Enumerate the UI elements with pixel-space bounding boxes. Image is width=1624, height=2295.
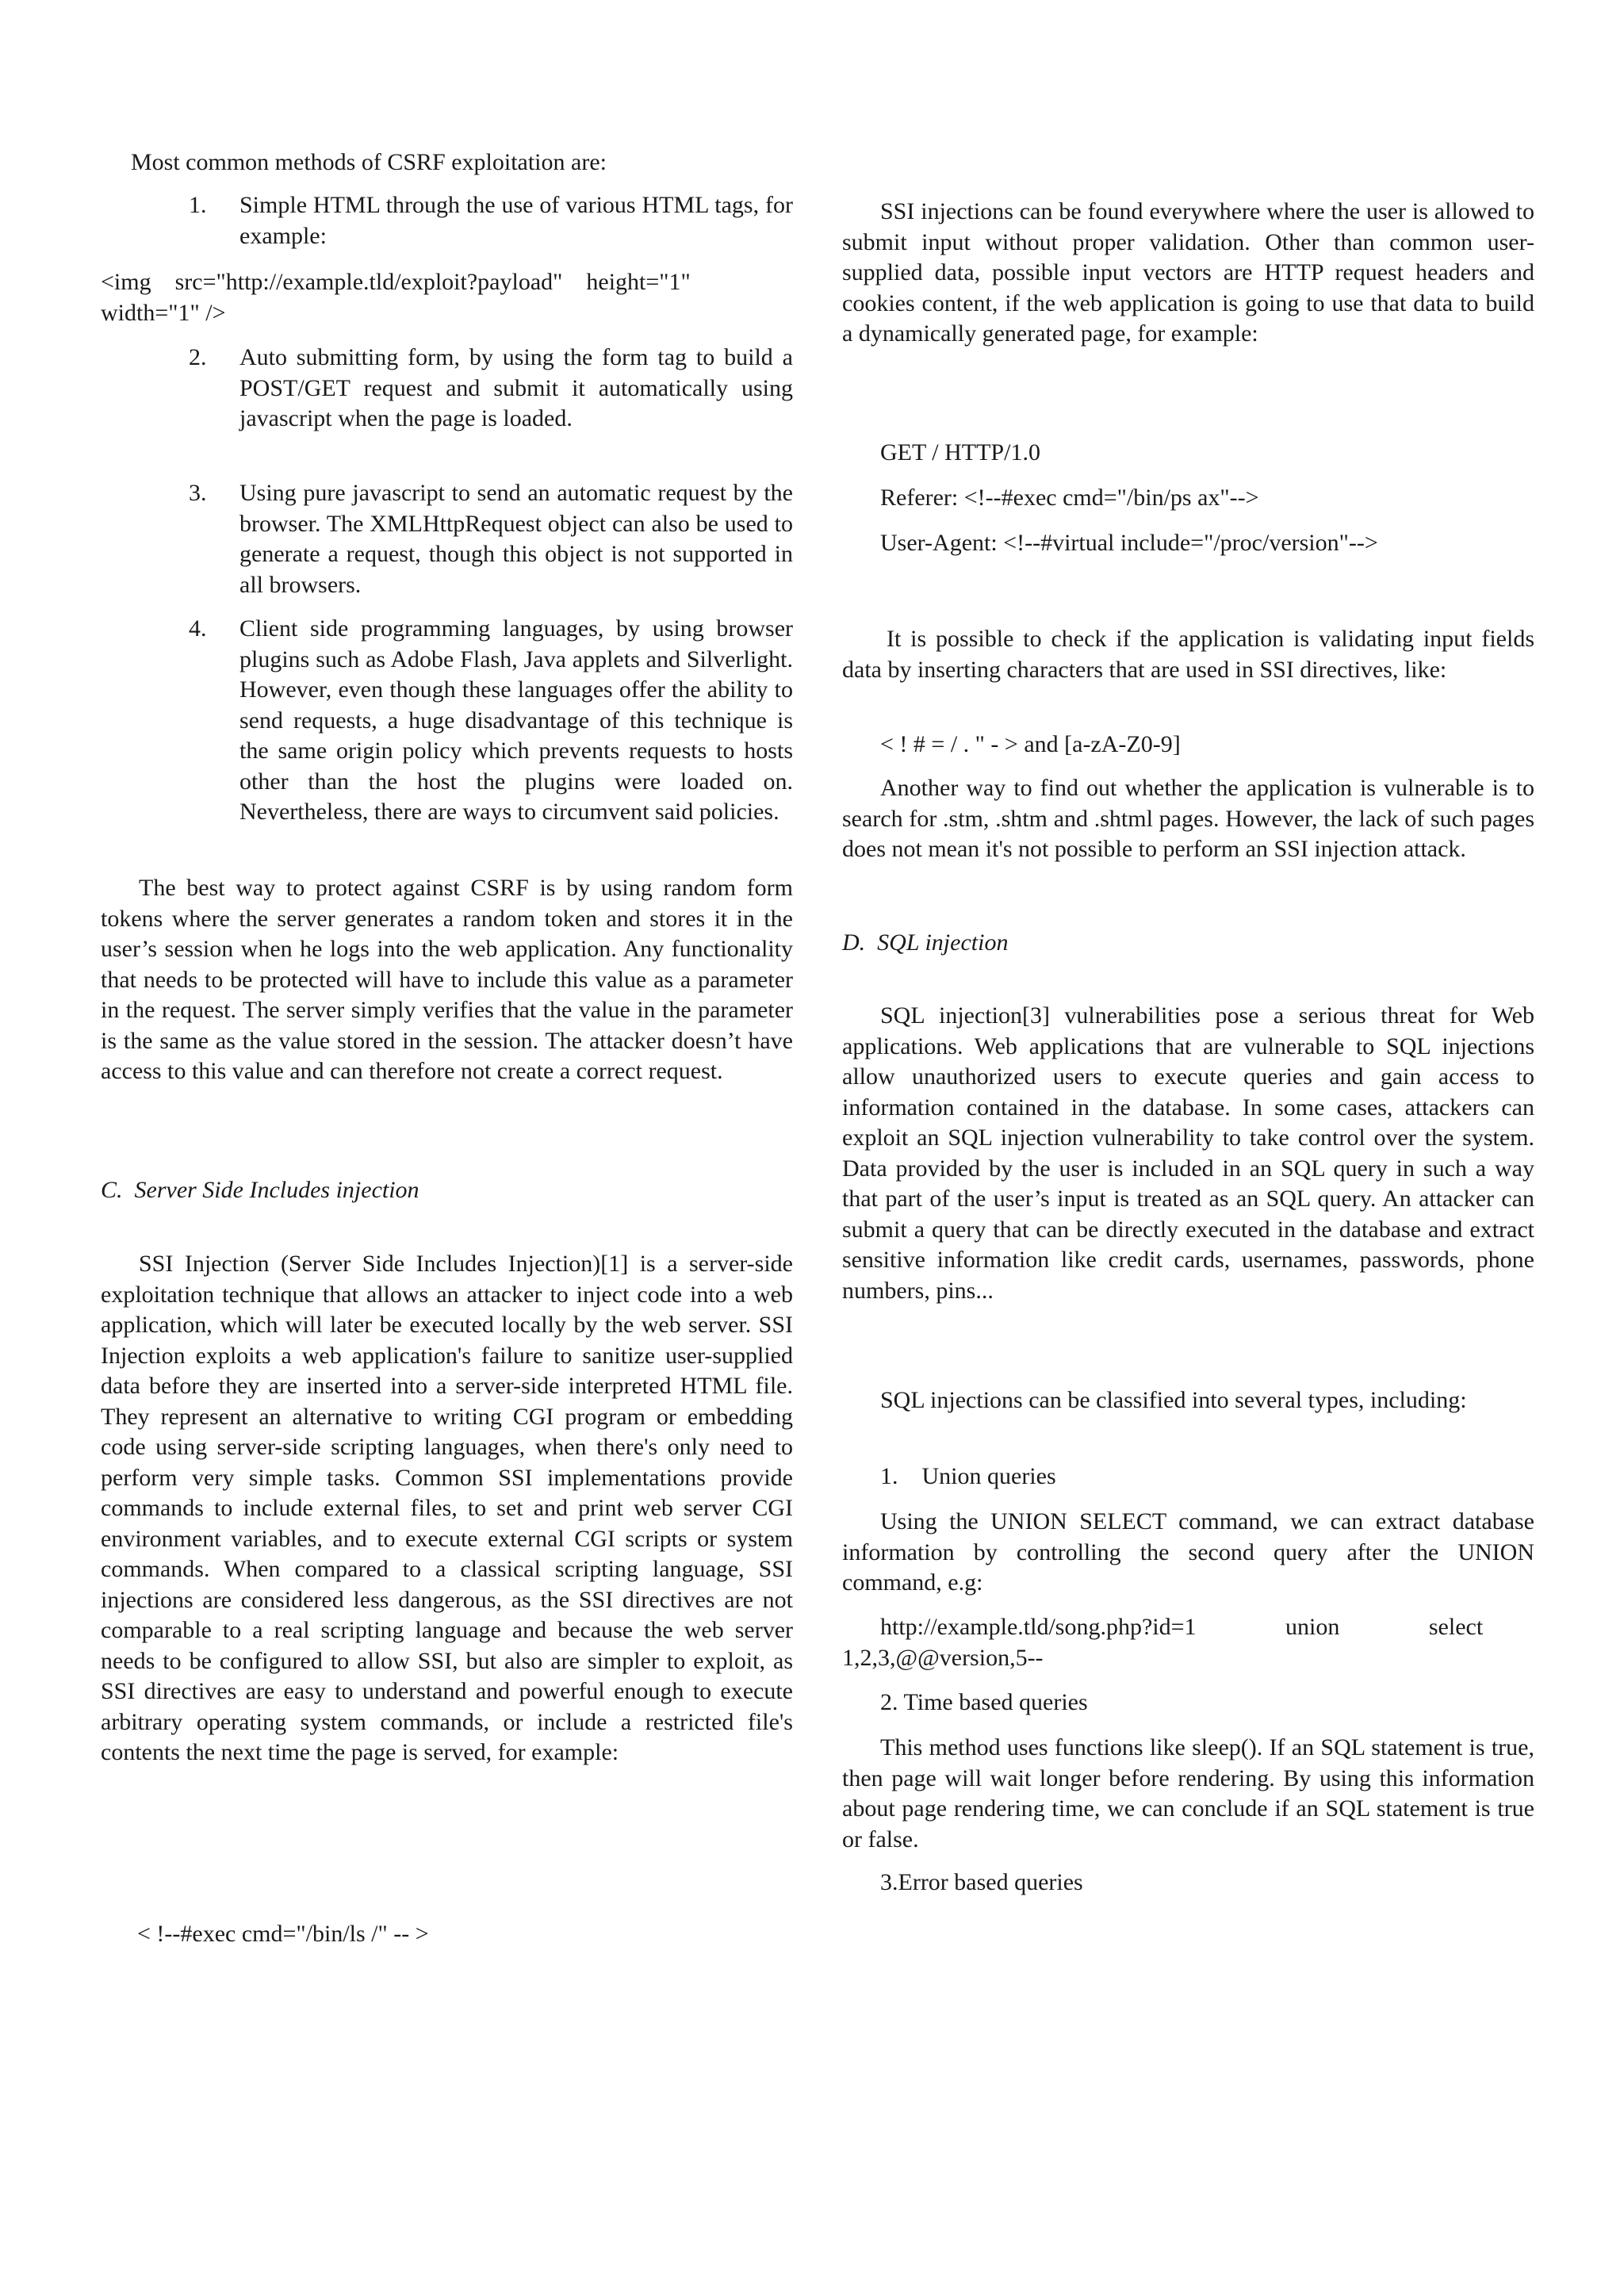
img-code-line-2: width="1" /> (101, 300, 226, 326)
list-item (101, 614, 793, 828)
section-d-heading: D. SQL injection (842, 929, 1009, 956)
ssi-found-paragraph: SSI injections can be found everywhere where the user is allowed to submit input without proper validation. Other than common user-supplied data, possible input vectors are HTTP request headers and cookies content, if the web application is going to use that data to build a dynamically generated page, for example: (842, 198, 1534, 347)
time-based-paragraph: This method uses functions like sleep(). If an SQL statement is true, then page will wait longer before rendering. By using this information about page rendering time, we can conclude if an SQL statement is true or false. (842, 1734, 1534, 1852)
list-number: 2. (189, 344, 207, 370)
ssi-chars-line: < ! # = / . " - > and [a-zA-Z0-9] (880, 731, 1181, 757)
list-number: 1. (189, 192, 207, 218)
time-based-heading: 2. Time based queries (880, 1689, 1088, 1715)
list-text: Client side programming languages, by using browser plugins such as Adobe Flash, Java applets and Silverlight. However, even though these languages offer the ability to send requests, a huge disadvantage of this technique is the same origin policy which prevents requests to hosts other than the host the plugins were loaded on. Nevertheless, there are ways to circumvent said policies. (239, 615, 793, 825)
ssi-example-code: < !--#exec cmd="/bin/ls /" -- > (137, 1921, 429, 1947)
another-way-paragraph: Another way to find out whether the application is vulnerable is to search for .stm, .shtm and .shtml pages. However, the lack of such pages does not mean it's not possible to perform an SSI injection attack. (842, 775, 1534, 862)
union-queries-heading: 1. Union queries (880, 1463, 1056, 1489)
list-text: Using pure javascript to send an automatic request by the browser. The XMLHttpRequest object can also be used to generate a request, though this object is not supported in all browsers. (239, 480, 793, 598)
list-item (101, 343, 793, 435)
http-request-line-3: User-Agent: <!--#virtual include="/proc/version"--> (880, 530, 1378, 556)
csrf-methods-intro: Most common methods of CSRF exploitation are: (131, 149, 607, 175)
http-request-line-1: GET / HTTP/1.0 (880, 439, 1040, 466)
check-validation-paragraph: It is possible to check if the application is validating input fields data by inserting characters that are used in SSI directives, like: (842, 626, 1534, 683)
section-c-heading: C. Server Side Includes injection (101, 1177, 419, 1203)
list-item (101, 190, 793, 251)
list-number: 3. (189, 480, 207, 506)
union-url-line-1: http://example.tld/song.php?id=1 union select (880, 1614, 1484, 1640)
list-number: 4. (189, 615, 207, 642)
http-request-line-2: Referer: <!--#exec cmd="/bin/ps ax"--> (880, 485, 1259, 511)
list-text: Auto submitting form, by using the form tag to build a POST/GET request and submit it automatically using javascript when the page is loaded. (239, 344, 793, 431)
sql-classified-paragraph: SQL injections can be classified into several types, including: (880, 1387, 1467, 1413)
csrf-protection-paragraph: The best way to protect against CSRF is by using random form tokens where the server generates a random token and stores it in the user’s session when he logs into the web application. Any functionality that needs to be protected will have to include this value as a parameter in the request. The server simply verifies that the value in the parameter is the same as the value stored in the session. The attacker doesn’t have access to this value and can therefore not create a correct request. (101, 875, 793, 1084)
error-based-heading: 3.Error based queries (880, 1869, 1083, 1895)
sql-injection-paragraph: SQL injection[3] vulnerabilities pose a serious threat for Web applications. Web applications that are vulnerable to SQL injections allow unauthorized users to execute queries and gain access to information contained in the database. In some cases, attackers can exploit an SQL injection vulnerability to take control over the system. Data provided by the user is included in an SQL query in such a way that part of the user’s input is treated as an SQL query. An attacker can submit a query that can be directly executed in the database and extract sensitive information like credit cards, usernames, passwords, phone numbers, pins... (842, 1002, 1534, 1304)
list-text: Simple HTML through the use of various HTML tags, for example: (239, 192, 793, 249)
list-item (101, 478, 793, 600)
union-url-line-2: 1,2,3,@@version,5-- (842, 1645, 1044, 1671)
img-code-line-1: <img src="http://example.tld/exploit?payload" height="1" (101, 269, 691, 295)
union-queries-paragraph: Using the UNION SELECT command, we can extract database information by controlling the second query after the UNION command, e.g: (842, 1508, 1534, 1596)
ssi-injection-paragraph: SSI Injection (Server Side Includes Injection)[1] is a server-side exploitation technique that allows an attacker to inject code into a web application, which will later be executed locally by the web server. SSI Injection exploits a web application's failure to sanitize user-supplied data before they are inserted into a server-side interpreted HTML file. They represent an alternative to writing CGI program or embedding code using server-side scripting languages, when there's only need to perform very simple tasks. Common SSI implementations provide commands to include external files, to set and print web server CGI environment variables, and to execute external CGI scripts or system commands. When compared to a classical scripting language, SSI injections are considered less dangerous, as the SSI directives are not comparable to a real scripting language and because the web server needs to be configured to allow SSI, but also are simpler to exploit, as SSI directives are easy to understand and powerful enough to execute arbitrary operating system commands, or include a restricted file's contents the next time the page is served, for example: (101, 1251, 793, 1765)
